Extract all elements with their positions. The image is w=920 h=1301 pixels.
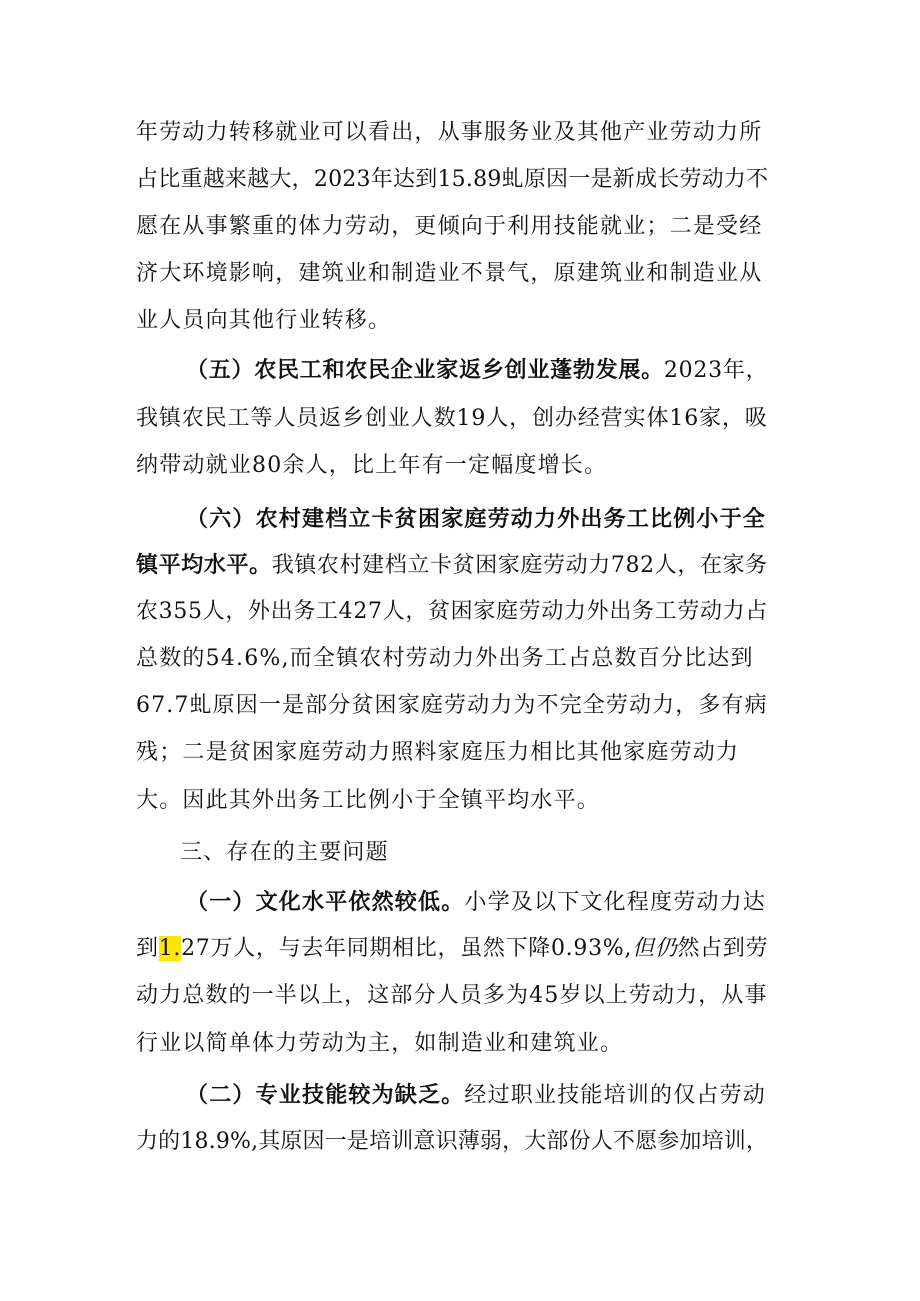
paragraph-line: 行业以简单体力劳动为主，如制造业和建筑业。 <box>136 1031 624 1056</box>
paragraph-line: 镇平均水平。我镇农村建档立卡贫困家庭劳动力782人，在家务 <box>136 552 768 578</box>
chapter-heading: 三、存在的主要问题 <box>180 840 389 865</box>
paragraph-line <box>186 504 766 535</box>
paragraph-line: 67.7虬原因一是部分贫困家庭劳动力为不完全劳动力，多有病 <box>136 693 768 718</box>
paragraph-line: 力的18.9%,其原因一是培训意识薄弱，大部份人不愿参加培训， <box>136 1129 769 1154</box>
section-heading: （二）专业技能较为缺乏。 <box>186 1082 465 1108</box>
section-heading: （六）农村建档立卡贫困家庭劳动力外出务工比例小于全 <box>186 506 767 532</box>
paragraph-line: 到1.27万人，与去年同期相比，虽然下降0.93%,但仍然占到劳 <box>136 936 769 961</box>
paragraph-line: 总数的54.6%,而全镇农村劳动力外出务工占总数百分比达到 <box>136 646 754 671</box>
paragraph-line: 业人员向其他行业转移。 <box>136 308 392 333</box>
italic-text: 但仍 <box>632 936 678 961</box>
paragraph-line: 济大环境影响，建筑业和制造业不景气，原建筑业和制造业从 <box>136 261 763 286</box>
paragraph-line: 农355人，外出务工427人，贫困家庭劳动力外出务工劳动力占 <box>136 599 768 624</box>
paragraph-line: 纳带动就业80余人，比上年有一定幅度增长。 <box>136 453 608 478</box>
paragraph-line: 占比重越来越大，2023年达到15.89虬原因一是新成长劳动力不 <box>136 167 769 192</box>
paragraph-line: 动力总数的一半以上，这部分人员多为45岁以上劳动力，从事 <box>136 983 768 1008</box>
paragraph-line: 残；二是贫困家庭劳动力照料家庭压力相比其他家庭劳动力 <box>136 740 740 765</box>
paragraph-line: （一）文化水平依然较低。小学及以下文化程度劳动力达 <box>186 889 767 915</box>
paragraph-line: 大。因此其外出务工比例小于全镇平均水平。 <box>136 788 601 813</box>
paragraph-line: 年劳动力转移就业可以看出，从事服务业及其他产业劳动力所 <box>136 120 763 145</box>
section-heading: 镇平均水平。 <box>136 552 272 578</box>
paragraph-line: 愿在从事繁重的体力劳动，更倾向于利用技能就业；二是受经 <box>136 214 763 239</box>
paragraph-line: （二）专业技能较为缺乏。经过职业技能培训的仅占劳动 <box>186 1082 767 1108</box>
section-heading: （一）文化水平依然较低。 <box>186 889 465 915</box>
paragraph-line: （五）农民工和农民企业家返乡创业蓬勃发展。2023年， <box>186 357 769 383</box>
paragraph-line: 我镇农民工等人员返乡创业人数19人，创办经营实体16家，吸 <box>136 406 768 431</box>
highlighted-text: 1. <box>158 936 182 961</box>
section-heading: （五）农民工和农民企业家返乡创业蓬勃发展。 <box>186 357 664 383</box>
